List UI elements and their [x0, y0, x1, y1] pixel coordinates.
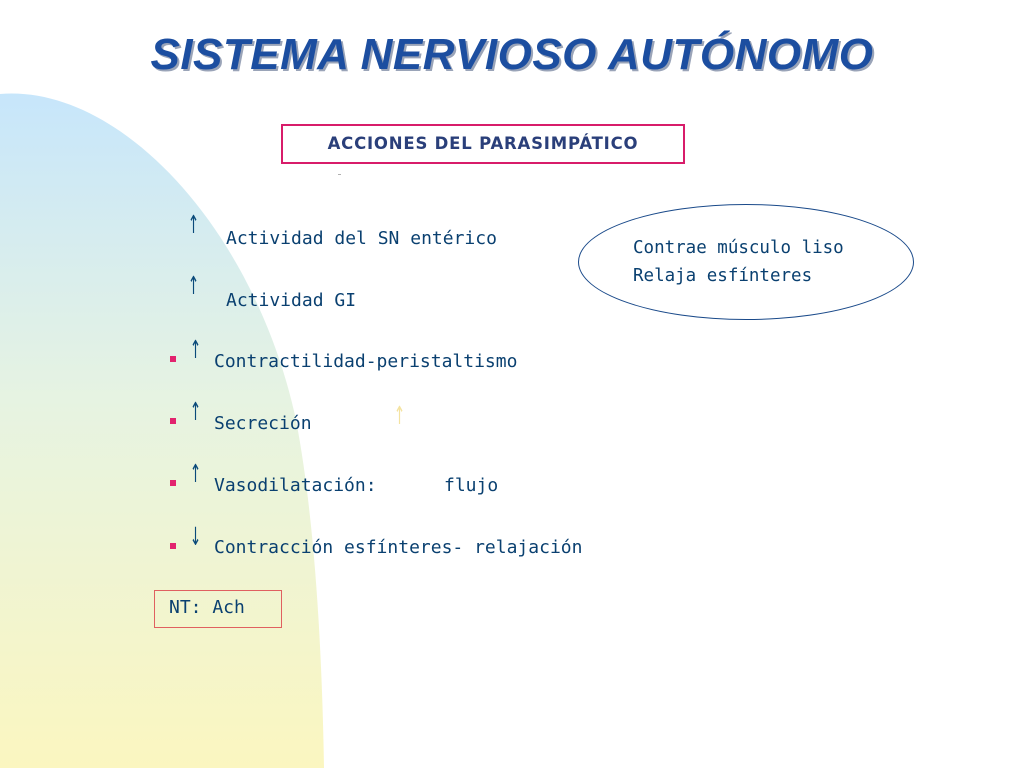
subtitle-box [281, 124, 685, 164]
down-arrow-icon: ↓ [189, 522, 202, 551]
neurotransmitter-label: NT: Ach [169, 597, 245, 618]
up-arrow-icon: ↑ [187, 210, 200, 239]
callout-line-2: Relaja esfínteres [633, 266, 813, 286]
bullet-icon [170, 543, 176, 549]
slide-subtitle: ACCIONES DEL PARASIMPÁTICO [327, 134, 639, 153]
up-arrow-icon: ↑ [187, 271, 200, 300]
item-contractility: Contractilidad-peristaltismo [214, 351, 518, 372]
callout-line-1: Contrae músculo liso [633, 238, 844, 258]
item-enteric-activity: Actividad del SN entérico [226, 228, 497, 249]
bullet-icon [170, 356, 176, 362]
up-arrow-icon: ↑ [189, 397, 202, 426]
faint-up-arrow-icon: ↑ [393, 401, 406, 430]
item-secretion: Secreción [214, 413, 312, 434]
up-arrow-icon: ↑ [189, 459, 202, 488]
slide-title: SISTEMA NERVIOSO AUTÓNOMO [150, 30, 874, 79]
bullet-icon [170, 480, 176, 486]
stray-mark [338, 174, 341, 175]
bullet-icon [170, 418, 176, 424]
callout-ellipse [578, 204, 914, 320]
item-vasodilation: Vasodilatación: [214, 475, 377, 496]
up-arrow-icon: ↑ [189, 335, 202, 364]
item-sphincter: Contracción esfínteres- relajación [214, 537, 583, 558]
item-gi-activity: Actividad GI [226, 290, 357, 311]
item-flow: flujo [444, 475, 499, 496]
